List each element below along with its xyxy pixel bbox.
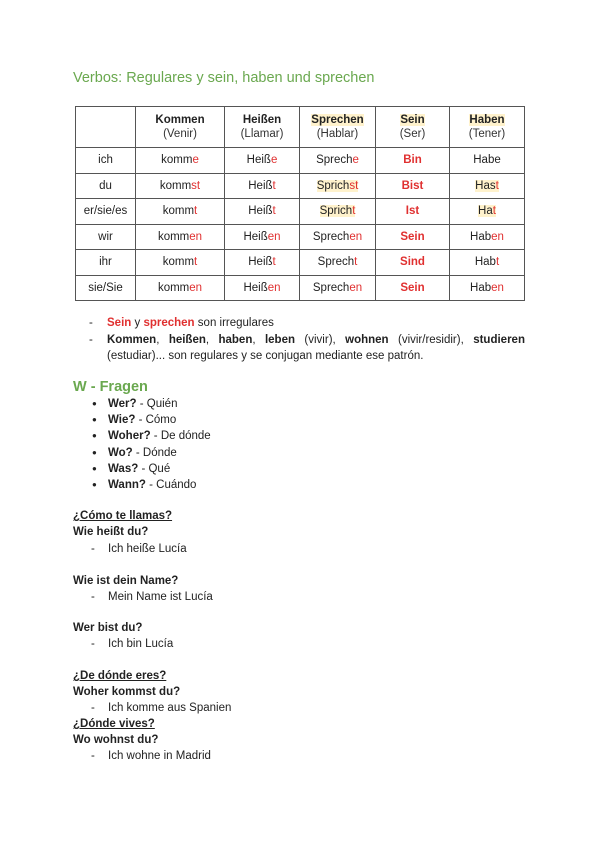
answer-text: Ich heiße Lucía <box>108 543 187 555</box>
header-verb: Heißen <box>242 114 282 126</box>
conjugation-cell-haben <box>450 275 525 301</box>
note-heissen: heißen <box>168 334 206 346</box>
conjugation-cell-kommen <box>136 250 225 276</box>
header-meaning: (Tener) <box>468 128 506 140</box>
note-haben: haben <box>218 334 253 346</box>
conjugation-cell-heissen <box>225 224 300 250</box>
conjugation-cell-kommen <box>136 173 225 199</box>
verb-stem: Sprech <box>312 230 350 243</box>
conjugation-form <box>400 282 424 294</box>
verb-ending: en <box>349 230 363 243</box>
conjugation-cell-haben <box>450 173 525 199</box>
answer-item: - Ich bin Lucía <box>91 638 174 650</box>
w-answer: - Dónde <box>135 446 177 459</box>
answer-item: - Ich heiße Lucía <box>91 543 187 555</box>
table-row <box>76 250 525 276</box>
verb-stem: Hab <box>470 230 492 243</box>
conjugation-cell-heissen <box>225 199 300 225</box>
header-cell-empty <box>76 107 136 148</box>
verb-ending: e <box>270 154 278 167</box>
answer-text: Ich komme aus Spanien <box>108 702 232 714</box>
conjugation-form <box>243 282 280 294</box>
comma: , <box>205 334 210 346</box>
verb-ending: t <box>352 205 356 218</box>
header-cell-sprechen <box>300 107 376 148</box>
w-question: Wann? <box>108 478 146 491</box>
verb-stem: Heiß <box>248 179 273 192</box>
pronoun-cell: wir <box>76 224 136 250</box>
conjugation-form <box>478 205 496 217</box>
comma: , <box>156 334 160 346</box>
verb-ending: en <box>267 230 281 243</box>
verb-ending: e <box>192 154 199 167</box>
conjugation-cell-kommen <box>136 199 225 225</box>
conjugation-form <box>470 231 504 243</box>
verb-stem: komm <box>161 154 193 167</box>
w-question-item <box>92 445 211 461</box>
w-answer: - Cómo <box>138 414 177 427</box>
note-leben: leben <box>264 334 296 346</box>
table-row <box>76 275 525 301</box>
w-question-item <box>92 461 211 477</box>
header-verb: Sein <box>400 114 425 126</box>
answer-item: - Ich wohne in Madrid <box>91 750 211 762</box>
pronoun-cell: ihr <box>76 250 136 276</box>
conjugation-form <box>400 256 425 268</box>
w-answer: - Cuándo <box>149 478 197 491</box>
verb-stem: komm <box>159 179 192 192</box>
verb-stem: komm <box>162 256 195 269</box>
conjugation-cell-sein <box>376 224 450 250</box>
conjugation-form <box>316 154 359 166</box>
w-question-item <box>92 412 211 428</box>
answer-text: Ich bin Lucía <box>108 638 174 650</box>
w-answer: - Qué <box>141 462 171 475</box>
verb-ending: t <box>495 256 500 269</box>
conjugation-form <box>163 205 198 217</box>
verb-ending: st <box>191 179 201 192</box>
header-cell-heissen <box>225 107 300 148</box>
question-wo-wohnst-du: Wo wohnst du? <box>73 734 159 746</box>
verb-form: Sind <box>400 256 425 269</box>
answer-text: Mein Name ist Lucía <box>108 591 213 603</box>
conjugation-cell-heissen <box>225 250 300 276</box>
conjugation-cell-sprechen <box>300 275 376 301</box>
verb-ending: t <box>272 179 276 192</box>
verb-stem: Heiß <box>243 281 268 294</box>
verb-form: Bin <box>403 154 422 167</box>
verb-stem: Hab <box>470 281 492 294</box>
verb-stem: Sprich <box>319 205 353 218</box>
w-question: Wie? <box>108 414 136 427</box>
w-question-item <box>92 477 211 493</box>
w-question: Woher? <box>108 430 151 443</box>
header-verb: Kommen <box>155 114 205 126</box>
conjugation-cell-sein <box>376 275 450 301</box>
note-wohnen-translation: (vivir/residir), <box>397 334 464 346</box>
pronoun-cell: ich <box>76 148 136 174</box>
conjugation-cell-haben <box>450 148 525 174</box>
conjugation-form <box>473 154 501 166</box>
conjugation-form <box>248 256 275 268</box>
verb-ending: t <box>194 205 198 218</box>
conjugation-cell-haben <box>450 199 525 225</box>
verb-stem: Habe <box>473 154 501 167</box>
verb-ending: e <box>352 154 359 167</box>
w-question-item <box>92 428 211 444</box>
note-regular <box>89 332 525 364</box>
conjugation-form <box>248 205 275 217</box>
conjugation-form <box>318 256 358 268</box>
verb-stem: Hab <box>474 256 496 269</box>
question-wie-heisst-du: Wie heißt du? <box>73 526 149 538</box>
w-fragen-heading: W - Fragen <box>73 379 148 395</box>
verb-stem: Has <box>475 179 496 192</box>
verb-stem: Heiß <box>248 256 273 269</box>
note-regular-text: (estudiar)... son regulares y se conjugan mediante ese patrón. <box>107 350 424 362</box>
answer-text: Ich wohne in Madrid <box>108 750 211 762</box>
w-question: Was? <box>108 462 139 475</box>
pronoun-cell: er/sie/es <box>76 199 136 225</box>
note-sein: Sein <box>107 317 132 329</box>
verb-conjugation-table <box>75 106 525 301</box>
table-body <box>76 148 525 301</box>
verb-form: Ist <box>405 205 420 218</box>
conjugation-cell-sprechen <box>300 250 376 276</box>
page-title: Verbos: Regulares y sein, haben und sprechen <box>73 70 375 86</box>
table-row <box>76 173 525 199</box>
verb-ending: en <box>189 281 203 294</box>
conjugation-form <box>470 282 504 294</box>
conjugation-cell-kommen <box>136 224 225 250</box>
conjugation-form <box>403 154 422 166</box>
conjugation-cell-heissen <box>225 148 300 174</box>
pronoun-cell: du <box>76 173 136 199</box>
table-row <box>76 199 525 225</box>
verb-ending: st <box>349 179 359 192</box>
verb-ending: en <box>189 230 203 243</box>
header-meaning: (Venir) <box>163 128 197 140</box>
note-wohnen: wohnen <box>345 334 389 346</box>
conjugation-form <box>475 180 499 192</box>
question-wer-bist-du: Wer bist du? <box>73 622 143 634</box>
verb-ending: t <box>272 256 276 269</box>
verb-stem: Ha <box>478 205 493 218</box>
w-question: Wo? <box>108 446 133 459</box>
note-studieren: studieren <box>473 334 525 346</box>
conjugation-form <box>402 180 424 192</box>
conjugation-cell-sein <box>376 250 450 276</box>
w-answer: - De dónde <box>153 430 211 443</box>
verb-stem: komm <box>157 230 190 243</box>
conjugation-cell-sein <box>376 173 450 199</box>
verb-form: Sein <box>400 281 425 294</box>
conjugation-form <box>406 205 419 217</box>
verb-stem: Sprich <box>316 179 350 192</box>
conjugation-form <box>320 205 356 217</box>
note-irregular <box>89 315 525 331</box>
conjugation-form <box>158 282 202 294</box>
verb-stem: Heiß <box>243 230 268 243</box>
question-woher-kommst-du: Woher kommst du? <box>73 686 181 698</box>
w-question-item <box>92 396 211 412</box>
header-meaning: (Hablar) <box>316 128 359 140</box>
header-meaning: (Llamar) <box>240 128 284 140</box>
table-row <box>76 224 525 250</box>
conjugation-form <box>243 231 280 243</box>
header-verb: Sprechen <box>311 114 364 126</box>
note-sprechen: sprechen <box>143 317 195 329</box>
verb-ending: t <box>492 205 496 218</box>
header-cell-haben <box>450 107 525 148</box>
verb-stem: Heiß <box>248 205 273 218</box>
conjugation-form <box>475 256 499 268</box>
note-kommen: Kommen <box>107 334 157 346</box>
conjugation-form <box>313 282 362 294</box>
note-y: y <box>134 317 141 329</box>
header-meaning: (Ser) <box>399 128 426 140</box>
verb-ending: t <box>495 179 499 192</box>
header-cell-kommen <box>136 107 225 148</box>
header-verb: Haben <box>469 114 505 126</box>
header-cell-sein <box>376 107 450 148</box>
verb-stem: komm <box>162 205 195 218</box>
note-leben-translation: (vivir), <box>304 334 336 346</box>
section-heading-residence: ¿Dónde vives? <box>73 718 155 730</box>
conjugation-form <box>317 180 359 192</box>
question-wie-ist-dein-name: Wie ist dein Name? <box>73 575 179 587</box>
verb-ending: t <box>194 256 198 269</box>
w-question: Wer? <box>108 398 137 410</box>
section-heading-origin: ¿De dónde eres? <box>73 670 167 682</box>
answer-item: - Mein Name ist Lucía <box>91 591 213 603</box>
w-fragen-list <box>92 396 211 493</box>
conjugation-form <box>163 256 198 268</box>
conjugation-cell-sprechen <box>300 173 376 199</box>
conjugation-form <box>161 154 199 166</box>
conjugation-cell-sprechen <box>300 199 376 225</box>
table-header-row <box>76 107 525 148</box>
conjugation-form <box>158 231 202 243</box>
verb-form: Bist <box>401 179 424 192</box>
conjugation-cell-sein <box>376 148 450 174</box>
verb-ending: t <box>272 205 276 218</box>
conjugation-cell-sein <box>376 199 450 225</box>
note-irregular-text: son irregulares <box>197 317 274 329</box>
verb-stem: Heiß <box>246 154 271 167</box>
conjugation-form <box>248 180 275 192</box>
conjugation-cell-heissen <box>225 275 300 301</box>
verb-ending: en <box>491 230 504 243</box>
conjugation-cell-sprechen <box>300 224 376 250</box>
notes-list <box>89 315 525 365</box>
conjugation-cell-haben <box>450 250 525 276</box>
verb-ending: t <box>354 256 358 269</box>
conjugation-cell-sprechen <box>300 148 376 174</box>
conjugation-form <box>160 180 200 192</box>
conjugation-form <box>247 154 278 166</box>
conjugation-cell-kommen <box>136 148 225 174</box>
verb-ending: en <box>267 281 281 294</box>
pronoun-cell: sie/Sie <box>76 275 136 301</box>
conjugation-cell-kommen <box>136 275 225 301</box>
verb-ending: en <box>491 281 504 294</box>
w-answer: - Quién <box>139 398 178 410</box>
conjugation-cell-heissen <box>225 173 300 199</box>
verb-form: Sein <box>400 230 425 243</box>
conjugation-form <box>400 231 424 243</box>
table-row <box>76 148 525 174</box>
verb-stem: Sprech <box>312 281 350 294</box>
section-heading-name: ¿Cómo te llamas? <box>73 510 173 522</box>
answer-item: - Ich komme aus Spanien <box>91 702 232 714</box>
verb-stem: Sprech <box>316 154 353 167</box>
comma: , <box>252 334 256 346</box>
verb-stem: komm <box>157 281 190 294</box>
verb-ending: en <box>349 281 363 294</box>
conjugation-form <box>313 231 362 243</box>
conjugation-cell-haben <box>450 224 525 250</box>
verb-stem: Sprech <box>317 256 355 269</box>
